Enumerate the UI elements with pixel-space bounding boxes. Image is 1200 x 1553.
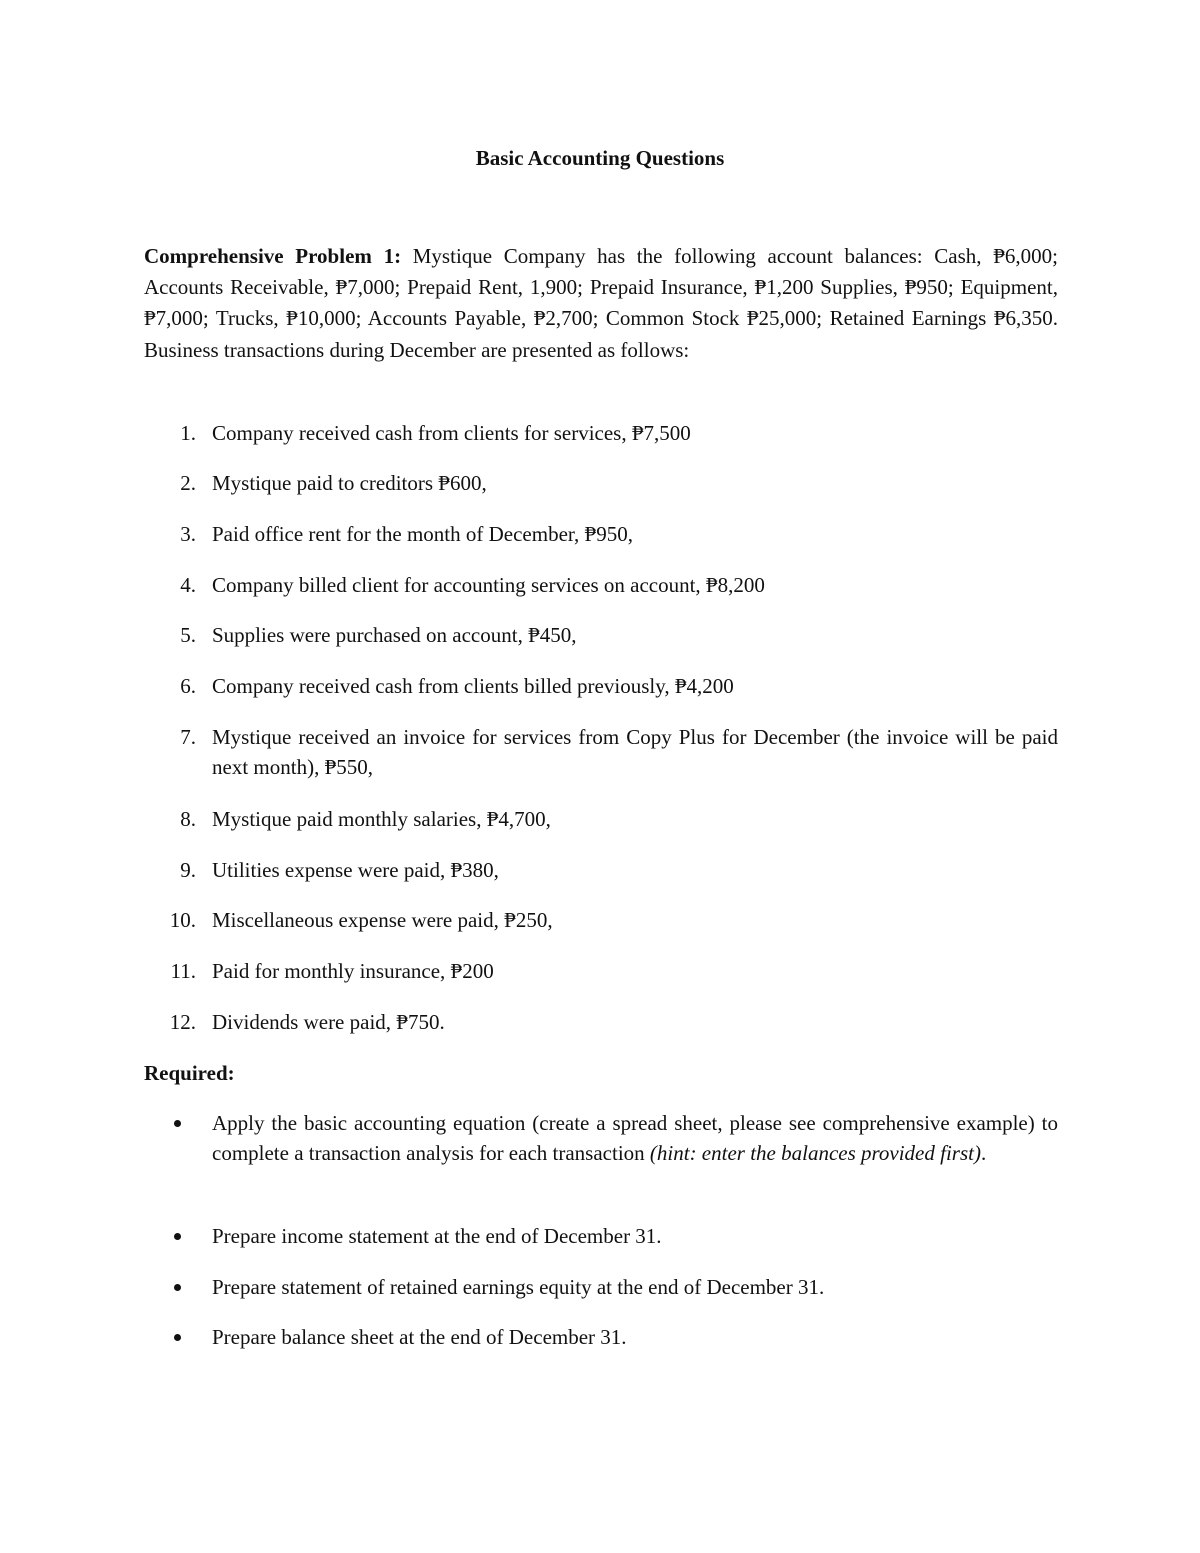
required-item-text: Prepare balance sheet at the end of December 31. — [212, 1325, 627, 1349]
transaction-item — [144, 722, 1058, 782]
required-item-text — [212, 1108, 1058, 1168]
problem-body: Mystique Company has the following account balances: Cash, ₱6,000; Accounts Receivable, ₱7,000; Prepaid Rent, 1,900; Prepaid Insurance, ₱1,200 Supplies, ₱950; Equipment, ₱7,000; Trucks, ₱10,000; Accounts Payable, ₱2,700; Common Stock ₱25,000; Retained Earnings ₱6,350. Business transactions during December are presented as follows: — [144, 244, 1058, 362]
transaction-item — [144, 620, 1058, 650]
transaction-item — [144, 671, 1058, 701]
transaction-text: Mystique received an invoice for services from Copy Plus for December (the invoice will be paid next month), ₱550, — [212, 725, 1058, 779]
transaction-number: 12. — [169, 1010, 196, 1034]
transaction-number: 2. — [180, 471, 196, 495]
required-heading: Required: — [144, 1061, 235, 1085]
document-title: Basic Accounting Questions — [475, 146, 725, 170]
bullet-icon — [174, 1334, 181, 1341]
transaction-item — [144, 418, 1058, 448]
transaction-item — [144, 570, 1058, 600]
transaction-number: 8. — [180, 807, 196, 831]
transaction-text: Utilities expense were paid, ₱380, — [212, 858, 499, 882]
transaction-number: 9. — [180, 858, 196, 882]
transaction-item — [144, 804, 1058, 834]
transaction-number: 10. — [169, 908, 196, 932]
transaction-text: Company billed client for accounting services on account, ₱8,200 — [212, 573, 765, 597]
required-item — [144, 1108, 1058, 1168]
transaction-item — [144, 956, 1058, 986]
transaction-item — [144, 519, 1058, 549]
transaction-item — [144, 1007, 1058, 1037]
problem-statement — [144, 241, 1058, 366]
required-item-tail: . — [980, 1141, 987, 1165]
required-item-text: Prepare statement of retained earnings equity at the end of December 31. — [212, 1275, 825, 1299]
transaction-text: Paid for monthly insurance, ₱200 — [212, 959, 494, 983]
transaction-number: 6. — [180, 674, 196, 698]
transaction-number: 4. — [180, 573, 196, 597]
bullet-icon — [174, 1233, 181, 1240]
transaction-text: Company received cash from clients for services, ₱7,500 — [212, 421, 691, 445]
bullet-icon — [174, 1120, 181, 1127]
transaction-text: Mystique paid monthly salaries, ₱4,700, — [212, 807, 551, 831]
transaction-item — [144, 468, 1058, 498]
transaction-number: 11. — [170, 959, 196, 983]
problem-lead: Comprehensive Problem 1: — [144, 244, 402, 268]
transaction-text: Mystique paid to creditors ₱600, — [212, 471, 487, 495]
transaction-text: Paid office rent for the month of December, ₱950, — [212, 522, 633, 546]
transaction-item — [144, 905, 1058, 935]
transaction-number: 3. — [180, 522, 196, 546]
bullet-icon — [174, 1284, 181, 1291]
required-item — [144, 1221, 1058, 1251]
transaction-number: 5. — [180, 623, 196, 647]
required-item — [144, 1322, 1058, 1352]
transaction-text: Miscellaneous expense were paid, ₱250, — [212, 908, 553, 932]
transaction-number: 1. — [180, 421, 196, 445]
transaction-text: Dividends were paid, ₱750. — [212, 1010, 445, 1034]
required-item-hint: (hint: enter the balances provided first) — [649, 1141, 981, 1165]
transaction-text: Supplies were purchased on account, ₱450, — [212, 623, 577, 647]
transaction-number: 7. — [180, 725, 196, 749]
transaction-text: Company received cash from clients billed previously, ₱4,200 — [212, 674, 734, 698]
required-item-main: Apply the basic accounting equation (create a spread sheet, please see comprehensive example) to complete a transaction analysis for each transaction — [212, 1111, 1058, 1165]
required-item — [144, 1272, 1058, 1302]
transaction-item — [144, 855, 1058, 885]
required-item-text: Prepare income statement at the end of December 31. — [212, 1224, 662, 1248]
